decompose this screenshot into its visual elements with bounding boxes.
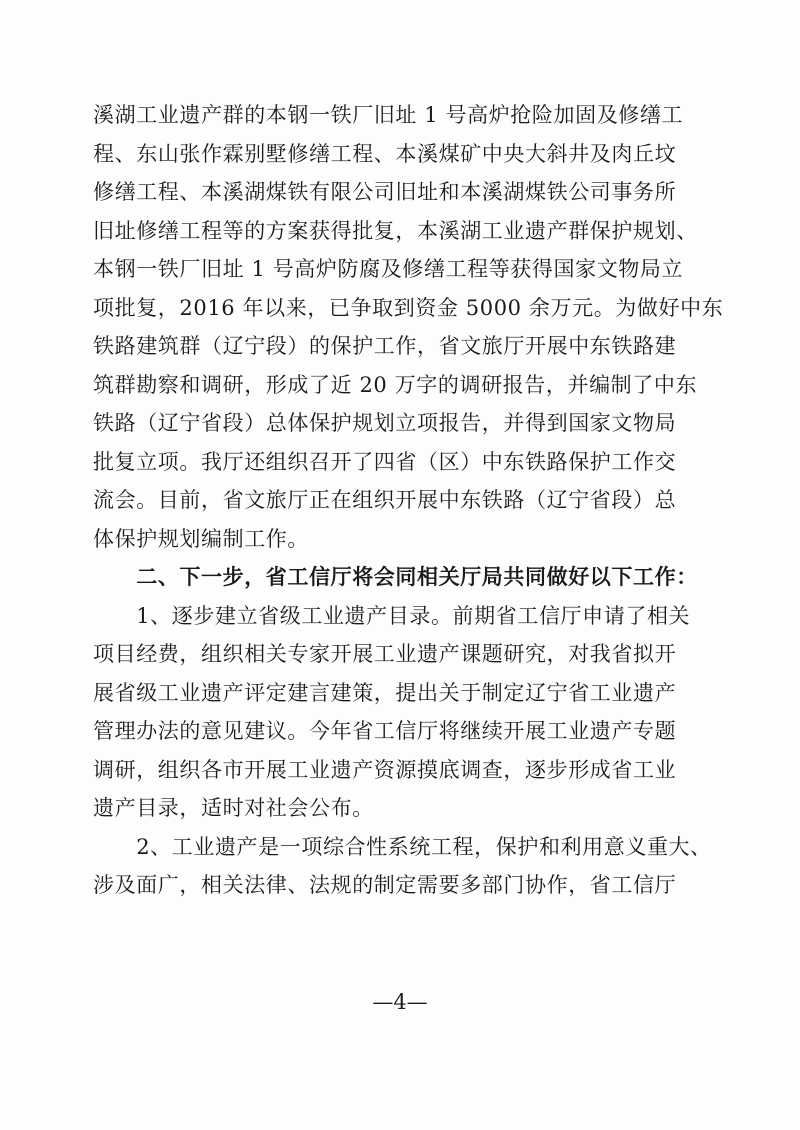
body-line-3: 修缮工程、本溪湖煤铁有限公司旧址和本溪湖煤铁公司事务所 [93,180,677,204]
body-line-12: 体保护规划编制工作。 [93,526,309,551]
body-line-9: 铁路（辽宁省段）总体保护规划立项报告，并得到国家文物局 [93,411,677,435]
body-line-21: 涉及面广，相关法律、法规的制定需要多部门协作，省工信厅 [93,873,677,897]
body-line-4: 旧址修缮工程等的方案获得批复，本溪湖工业遗产群保护规划、 [93,218,698,243]
body-line-2: 程、东山张作霖别墅修缮工程、本溪煤矿中央大斜井及肉丘坟 [93,141,677,166]
body-line-6: 项批复，2016 年以来，已争取到资金 5000 余万元。为做好中东 [93,295,724,320]
body-line-10: 批复立项。我厅还组织召开了四省（区）中东铁路保护工作交 [93,449,677,474]
body-line-8: 筑群勘察和调研，形成了近 20 万字的调研报告，并编制了中东 [93,372,698,397]
body-line-15: 项目经费，组织相关专家开展工业遗产课题研究，对我省拟开 [93,642,677,666]
body-line-5: 本钢一铁厂旧址 1 号高炉防腐及修缮工程等获得国家文物局立 [93,257,684,281]
body-line-18: 调研，组织各市开展工业遗产资源摸底调查，逐步形成省工业 [93,757,677,782]
section-heading: 二、下一步，省工信厅将会同相关厅局共同做好以下工作： [93,564,698,589]
body-line-16: 展省级工业遗产评定建言建策，提出关于制定辽宁省工业遗产 [93,680,677,705]
body-line-14: 1、逐步建立省级工业遗产目录。前期省工信厅申请了相关 [93,603,691,628]
body-line-1: 溪湖工业遗产群的本钢一铁厂旧址 1 号高炉抢险加固及修缮工 [93,103,684,127]
body-line-7: 铁路建筑群（辽宁段）的保护工作，省文旅厅开展中东铁路建 [93,334,677,358]
body-line-11: 流会。目前，省文旅厅正在组织开展中东铁路（辽宁省段）总 [93,488,677,512]
body-line-19: 遗产目录，适时对社会公布。 [93,796,374,820]
body-line-20: 2、工业遗产是一项综合性系统工程，保护和利用意义重大、 [93,834,712,859]
page-number: —4— [372,990,428,1014]
body-line-17: 管理办法的意见建议。今年省工信厅将继续开展工业遗产专题 [93,719,677,743]
